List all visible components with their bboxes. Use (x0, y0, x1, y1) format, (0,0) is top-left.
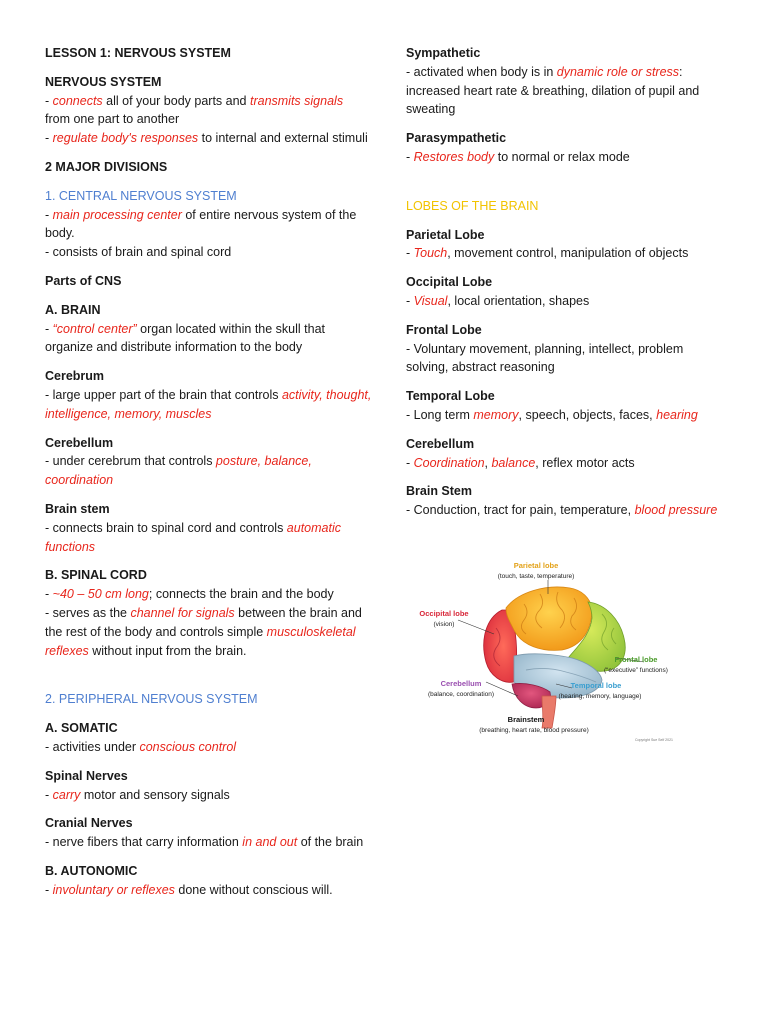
spinal-cord-line-1: - ~40 – 50 cm long; connects the brain and the body (45, 587, 334, 602)
cerebellum-line-left: - under cerebrum that controls posture, balance, coordination (45, 454, 312, 488)
parasympathetic-line: - Restores body to normal or relax mode (406, 149, 630, 164)
spinal-cord-heading: B. SPINAL CORD (45, 568, 147, 583)
cns-heading: 1. CENTRAL NERVOUS SYSTEM (45, 188, 237, 203)
sympathetic-line: - activated when body is in dynamic role or stress: increased heart rate & breathing, dilation of pupil and sweating (406, 64, 700, 117)
temporal-desc: (hearing, memory, language) (558, 693, 642, 700)
brain-line: - “control center” organ located within the skull that organize and distribute information to the body (45, 321, 326, 355)
left-column (45, 44, 375, 899)
parietal-lobe-shape (506, 587, 592, 650)
parietal-label: Parietal lobe (513, 561, 559, 570)
nervous-system-line-2: - regulate body's responses to internal and external stimuli (45, 131, 368, 146)
parasympathetic-heading: Parasympathetic (406, 131, 507, 146)
brain-diagram (406, 558, 678, 744)
frontal-label: Frontal lobe (614, 655, 658, 664)
lesson-title: LESSON 1: NERVOUS SYSTEM (45, 46, 231, 60)
frontal-line: - Voluntary movement, planning, intellect, problem solving, abstract reasoning (406, 341, 684, 375)
autonomic-heading: B. AUTONOMIC (45, 863, 138, 878)
brain-stem-heading-left: Brain stem (45, 501, 110, 516)
cns-line-1: - main processing center of entire nervous system of the body. (45, 207, 357, 241)
occipital-desc: (vision) (433, 621, 455, 628)
cerebellum-desc: (balance, coordination) (427, 691, 495, 698)
cerebrum-line: - large upper part of the brain that controls activity, thought, intelligence, memory, muscles (45, 387, 372, 421)
lobes-heading: LOBES OF THE BRAIN (406, 198, 539, 213)
occipital-line: - Visual, local orientation, shapes (406, 293, 590, 308)
brain-stem-heading-right: Brain Stem (406, 484, 472, 499)
spinal-nerves-heading: Spinal Nerves (45, 768, 128, 783)
temporal-label: Temporal lobe (570, 681, 622, 690)
frontal-desc: (“executive” functions) (604, 667, 668, 674)
cerebellum-label: Cerebellum (440, 679, 482, 688)
sympathetic-heading: Sympathetic (406, 46, 481, 60)
cerebellum-line-right: - Coordination, balance, reflex motor acts (406, 455, 635, 470)
temporal-line: - Long term memory, speech, objects, faces, hearing (406, 407, 698, 422)
brainstem-desc: (breathing, heart rate, blood pressure) (479, 727, 589, 734)
right-column (406, 44, 726, 520)
somatic-line: - activities under conscious control (45, 739, 237, 754)
brain-heading: A. BRAIN (45, 302, 101, 317)
brain-lobes-figure (406, 558, 678, 744)
spinal-nerves-line: - carry motor and sensory signals (45, 787, 230, 802)
parietal-line: - Touch, movement control, manipulation of objects (406, 246, 689, 261)
parietal-desc: (touch, taste, temperature) (497, 573, 575, 580)
parts-of-cns-heading: Parts of CNS (45, 273, 122, 288)
nervous-system-line-1: - connects all of your body parts and transmits signals from one part to another (45, 93, 344, 127)
occipital-label: Occipital lobe (419, 609, 469, 618)
brainstem-label: Brainstem (507, 715, 545, 724)
major-divisions-heading: 2 MAJOR DIVISIONS (45, 159, 168, 174)
parietal-heading: Parietal Lobe (406, 227, 485, 242)
brain-stem-line-left: - connects brain to spinal cord and controls automatic functions (45, 520, 341, 554)
cranial-nerves-heading: Cranial Nerves (45, 816, 133, 831)
somatic-heading: A. SOMATIC (45, 721, 118, 736)
autonomic-line: - involuntary or reflexes done without conscious will. (45, 882, 333, 897)
nervous-system-heading: NERVOUS SYSTEM (45, 74, 162, 89)
temporal-heading: Temporal Lobe (406, 389, 495, 404)
cranial-nerves-line: - nerve fibers that carry information in and out of the brain (45, 835, 364, 850)
frontal-heading: Frontal Lobe (406, 322, 482, 337)
figure-copyright: Copyright Sue Self 2021 (635, 738, 673, 742)
occipital-heading: Occipital Lobe (406, 275, 493, 290)
cerebrum-heading: Cerebrum (45, 369, 105, 384)
cerebellum-heading-right: Cerebellum (406, 436, 475, 451)
spinal-cord-line-2: - serves as the channel for signals between the brain and the rest of the body and controls simple musculoskeletal reflexes without input from the brain. (45, 605, 362, 658)
cerebellum-heading-left: Cerebellum (45, 435, 114, 450)
pns-heading: 2. PERIPHERAL NERVOUS SYSTEM (45, 692, 258, 707)
brain-stem-line-right: - Conduction, tract for pain, temperature, blood pressure (406, 503, 718, 518)
cns-line-2: - consists of brain and spinal cord (45, 245, 232, 260)
